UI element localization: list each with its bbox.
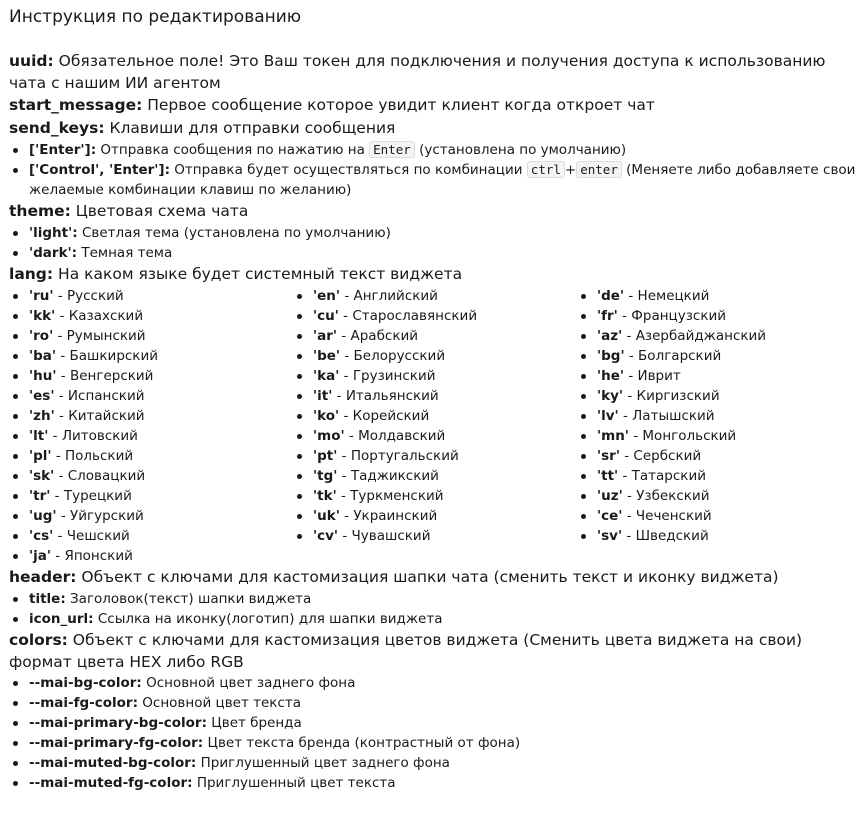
item-text: - Словацкий — [54, 468, 146, 484]
send-keys-list — [9, 140, 861, 200]
list-item — [29, 753, 861, 773]
send-keys-field — [9, 117, 861, 140]
field-description: Цветовая схема чата — [70, 202, 249, 220]
item-key: 'bg' — [597, 348, 625, 364]
list-item — [29, 486, 293, 506]
start-message-field — [9, 94, 861, 117]
list-item — [597, 306, 861, 326]
field-description: Клавиши для отправки сообщения — [104, 119, 396, 137]
item-key: 'lt' — [29, 428, 49, 444]
item-key: 'tk' — [313, 488, 337, 504]
item-key: 'ko' — [313, 408, 340, 424]
list-item — [313, 486, 577, 506]
list-item — [29, 140, 861, 160]
item-text: - Турецкий — [50, 488, 132, 504]
colors-list — [9, 673, 861, 793]
item-key: 'mn' — [597, 428, 629, 444]
item-key: icon_url: — [29, 611, 94, 627]
item-text: - Иврит — [624, 368, 681, 384]
item-text: - Старославянский — [338, 308, 478, 324]
item-key: 'ru' — [29, 288, 54, 304]
item-text: Светлая тема (установлена по умолчанию) — [77, 225, 391, 241]
list-item — [313, 306, 577, 326]
item-text: Темная тема — [77, 245, 173, 261]
field-description: Обязательное поле! Это Ваш токен для подключения и получения доступа к использованию чата с нашим ИИ агентом — [9, 52, 826, 92]
item-key: 'sk' — [29, 468, 55, 484]
item-text: - Румынский — [53, 328, 146, 344]
item-key: 'tt' — [597, 468, 619, 484]
list-item — [597, 526, 861, 546]
list-item — [29, 286, 293, 306]
item-text: - Шведский — [622, 528, 709, 544]
list-item — [597, 286, 861, 306]
item-text: Отправка будет осуществляться по комбинации — [170, 162, 527, 178]
language-column-3 — [577, 286, 861, 566]
item-key: 'hu' — [29, 368, 57, 384]
item-text: - Белорусский — [340, 348, 446, 364]
field-key: header: — [9, 568, 77, 586]
item-key: 'pt' — [313, 448, 338, 464]
list-item — [29, 366, 293, 386]
item-text: - Узбекский — [622, 488, 710, 504]
list-item — [29, 733, 861, 753]
field-description: На каком языке будет системный текст виджета — [53, 265, 463, 283]
plus-sign: + — [564, 162, 577, 178]
item-text: - Азербайджанский — [622, 328, 767, 344]
item-key: 'zh' — [29, 408, 55, 424]
item-key: 'uk' — [313, 508, 340, 524]
item-key: 'lv' — [597, 408, 619, 424]
item-key: 'sv' — [597, 528, 623, 544]
item-key: 'fr' — [597, 308, 618, 324]
item-key: title: — [29, 591, 66, 607]
list-item — [597, 426, 861, 446]
item-text: - Украинский — [339, 508, 438, 524]
item-key: 'pl' — [29, 448, 52, 464]
item-text: - Португальский — [337, 448, 459, 464]
item-text: - Немецкий — [624, 288, 710, 304]
field-key: start_message: — [9, 96, 143, 114]
item-key: ['Enter']: — [29, 142, 97, 158]
list-item — [313, 506, 577, 526]
item-key: 'he' — [597, 368, 625, 384]
item-key: 'sr' — [597, 448, 620, 464]
item-key: ['Control', 'Enter']: — [29, 162, 171, 178]
field-key: uuid: — [9, 52, 54, 70]
item-text: - Испанский — [54, 388, 145, 404]
list-item — [313, 326, 577, 346]
uuid-field — [9, 50, 861, 94]
item-text: - Английский — [340, 288, 438, 304]
list-item — [597, 366, 861, 386]
item-key: --mai-primary-bg-color: — [29, 715, 207, 731]
list-item — [29, 526, 293, 546]
list-item — [29, 306, 293, 326]
item-text: - Литовский — [48, 428, 138, 444]
list-item — [29, 713, 861, 733]
list-item — [313, 466, 577, 486]
item-text: - Польский — [51, 448, 134, 464]
field-description: Объект с ключами для кастомизация цветов виджета (Сменить цвета виджета на свои) формат цвета HEX либо RGB — [9, 631, 803, 671]
list-item — [29, 160, 861, 200]
item-text: - Уйгурский — [56, 508, 144, 524]
item-text: (Меняете либо добавляете свои желаемые комбинации клавиш по желанию) — [29, 162, 856, 198]
field-description: Объект с ключами для кастомизация шапки чата (сменить текст и иконку виджета) — [76, 568, 779, 586]
list-item — [597, 386, 861, 406]
item-text: Основной цвет заднего фона — [141, 675, 356, 691]
item-key: --mai-muted-bg-color: — [29, 755, 197, 771]
item-text: Отправка сообщения по нажатию на — [96, 142, 370, 158]
item-text: - Киргизский — [623, 388, 720, 404]
item-text: - Итальянский — [332, 388, 439, 404]
item-key: 'en' — [313, 288, 341, 304]
item-key: --mai-fg-color: — [29, 695, 138, 711]
item-text: - Болгарский — [624, 348, 722, 364]
list-item — [29, 466, 293, 486]
item-text: - Корейский — [339, 408, 430, 424]
list-item — [29, 693, 861, 713]
key-code: Enter — [369, 141, 415, 158]
item-key: 'ba' — [29, 348, 57, 364]
item-text: - Японский — [51, 548, 133, 564]
item-key: 'tg' — [313, 468, 338, 484]
list-item — [597, 466, 861, 486]
field-key: lang: — [9, 265, 54, 283]
colors-field — [9, 629, 861, 673]
list-item — [313, 426, 577, 446]
item-text: - Французский — [617, 308, 727, 324]
lang-field — [9, 263, 861, 286]
list-item — [29, 609, 861, 629]
list-item — [313, 446, 577, 466]
item-key: 'ug' — [29, 508, 57, 524]
list-item — [29, 506, 293, 526]
list-item — [313, 346, 577, 366]
item-key: 'de' — [597, 288, 625, 304]
item-text: - Венгерский — [56, 368, 154, 384]
item-key: 'ar' — [313, 328, 338, 344]
item-text: Ссылка на иконку(логотип) для шапки виджета — [93, 611, 443, 627]
item-text: Цвет бренда — [206, 715, 302, 731]
item-key: 'tr' — [29, 488, 51, 504]
list-item — [597, 346, 861, 366]
item-key: 'dark': — [29, 245, 78, 261]
item-key: 'mo' — [313, 428, 345, 444]
list-item — [29, 673, 861, 693]
item-key: --mai-primary-fg-color: — [29, 735, 204, 751]
list-item — [29, 223, 861, 243]
item-text: - Молдавский — [344, 428, 446, 444]
language-column-2 — [293, 286, 577, 566]
item-key: 'ja' — [29, 548, 52, 564]
language-columns — [9, 286, 861, 566]
item-key: 'light': — [29, 225, 78, 241]
field-key: send_keys: — [9, 119, 105, 137]
item-key: 'cu' — [313, 308, 339, 324]
item-text: - Башкирский — [56, 348, 159, 364]
list-item — [313, 286, 577, 306]
item-text: - Китайский — [54, 408, 145, 424]
field-description: Первое сообщение которое увидит клиент когда откроет чат — [142, 96, 655, 114]
item-key: --mai-muted-fg-color: — [29, 775, 193, 791]
item-text: Приглушенный цвет текста — [192, 775, 396, 791]
item-text: Заголовок(текст) шапки виджета — [65, 591, 312, 607]
item-key: 'it' — [313, 388, 333, 404]
list-item — [313, 526, 577, 546]
list-item — [29, 589, 861, 609]
list-item — [29, 446, 293, 466]
item-key: 'uz' — [597, 488, 623, 504]
list-item — [29, 546, 293, 566]
list-item — [597, 506, 861, 526]
list-item — [597, 486, 861, 506]
item-key: 'es' — [29, 388, 55, 404]
item-text: - Чеченский — [622, 508, 712, 524]
item-key: 'ky' — [597, 388, 624, 404]
item-text: - Татарский — [618, 468, 706, 484]
item-text: - Туркменский — [336, 488, 444, 504]
item-text: - Русский — [53, 288, 124, 304]
item-text: - Арабский — [337, 328, 419, 344]
item-key: 'ro' — [29, 328, 54, 344]
item-text: Цвет текста бренда (контрастный от фона) — [203, 735, 521, 751]
item-text: - Казахский — [55, 308, 144, 324]
item-text: - Чувашский — [338, 528, 431, 544]
list-item — [29, 426, 293, 446]
item-key: 'be' — [313, 348, 341, 364]
language-column-1 — [9, 286, 293, 566]
list-item — [29, 386, 293, 406]
item-text: - Грузинский — [339, 368, 436, 384]
item-text: - Латышский — [618, 408, 715, 424]
list-item — [597, 326, 861, 346]
item-key: 'az' — [597, 328, 623, 344]
list-item — [313, 386, 577, 406]
field-key: theme: — [9, 202, 71, 220]
list-item — [313, 406, 577, 426]
item-key: 'ka' — [313, 368, 340, 384]
key-code: enter — [576, 161, 622, 178]
item-text: (установлена по умолчанию) — [414, 142, 627, 158]
list-item — [597, 406, 861, 426]
item-text: Приглушенный цвет заднего фона — [196, 755, 450, 771]
item-key: 'cs' — [29, 528, 54, 544]
page-title: Инструкция по редактированию — [9, 7, 302, 27]
theme-list — [9, 223, 861, 263]
list-item — [597, 446, 861, 466]
item-key: 'ce' — [597, 508, 623, 524]
item-key: 'kk' — [29, 308, 56, 324]
item-key: --mai-bg-color: — [29, 675, 142, 691]
item-text: - Чешский — [53, 528, 130, 544]
list-item — [29, 773, 861, 793]
list-item — [29, 346, 293, 366]
theme-field — [9, 200, 861, 223]
item-key: 'cv' — [313, 528, 339, 544]
header-field — [9, 566, 861, 589]
list-item — [29, 406, 293, 426]
list-item — [313, 366, 577, 386]
item-text: - Таджикский — [337, 468, 439, 484]
item-text: Основной цвет текста — [138, 695, 302, 711]
key-code: ctrl — [527, 161, 565, 178]
item-text: - Монгольский — [628, 428, 737, 444]
list-item — [29, 243, 861, 263]
field-key: colors: — [9, 631, 68, 649]
header-list — [9, 589, 861, 629]
item-text: - Сербский — [619, 448, 702, 464]
list-item — [29, 326, 293, 346]
